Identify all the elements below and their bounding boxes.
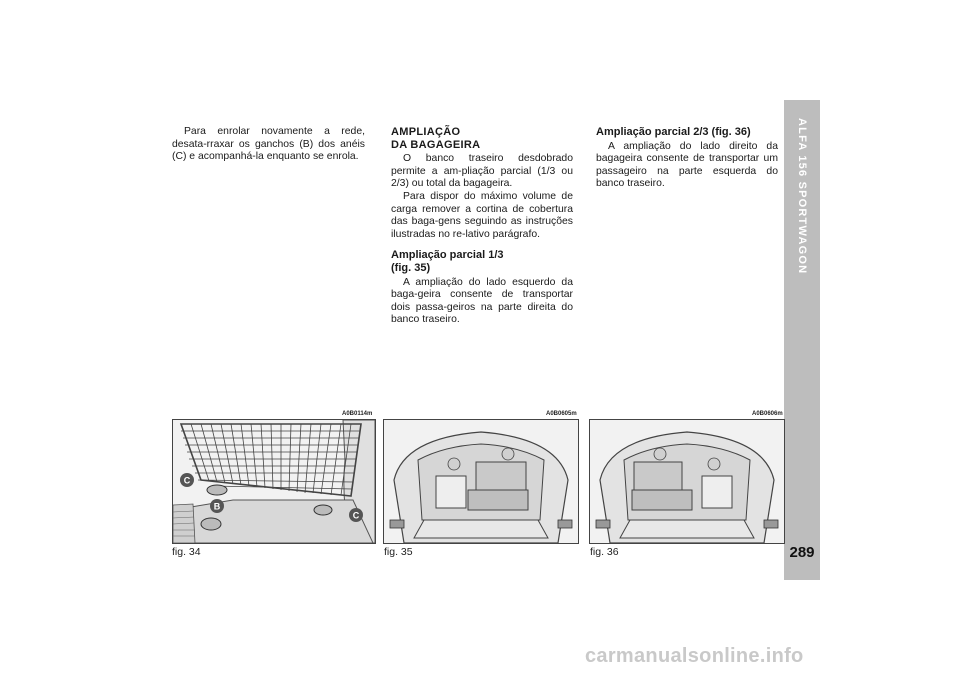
column-3 — [596, 126, 778, 191]
column-1 — [172, 126, 365, 164]
subheading-partial-2-3: Ampliação parcial 2/3 (fig. 36) — [596, 126, 751, 138]
figure-34-illustration — [172, 419, 376, 544]
figure-code: A0B0606m — [752, 411, 783, 417]
figure-36-illustration — [589, 419, 785, 544]
col2-paragraph-3: A ampliação do lado esquerdo da baga-geira consente de transportar dois passa-geiros na parte direita do banco traseiro. — [391, 276, 573, 326]
subheading-partial-1-3 — [391, 249, 573, 274]
label-c-left: C — [183, 475, 191, 486]
figure-35-illustration — [383, 419, 579, 544]
subheading-line1: Ampliação parcial 1/3 — [391, 249, 504, 262]
col2-paragraph-2: Para dispor do máximo volume de carga remover a cortina de cobertura das baga-gens seguindo as instruções ilustradas no re-lativo parágrafo. — [391, 190, 573, 240]
label-c-right: C — [352, 510, 360, 521]
figure-34-caption: fig. 34 — [172, 546, 201, 558]
sidebar-band — [784, 100, 820, 580]
label-b: B — [213, 501, 221, 512]
sidebar-title-text: ALFA 156 SPORTWAGON — [796, 118, 808, 275]
figure-35-caption: fig. 35 — [384, 546, 413, 558]
section-heading — [391, 126, 573, 151]
page-number: 289 — [789, 544, 815, 561]
figure-code: A0B0605m — [546, 411, 577, 417]
subheading-line2: (fig. 35) — [391, 261, 431, 274]
column-2 — [391, 126, 573, 327]
section-heading-line2: DA BAGAGEIRA — [391, 138, 481, 151]
cargo-net-drawing — [173, 420, 375, 543]
col2-paragraph-1: O banco traseiro desdobrado permite a am-pliação parcial (1/3 ou 2/3) ou total da bagageira. — [391, 153, 573, 190]
col3-paragraph: A ampliação do lado direito da bagageira consente de transportar um passageiro na parte esquerda do banco traseiro. — [596, 140, 778, 190]
figure-code: A0B0114m — [342, 411, 373, 417]
section-heading-line1: AMPLIAÇÃO — [391, 126, 461, 138]
col1-paragraph: Para enrolar novamente a rede, desata-rraxar os ganchos (B) dos anéis (C) e acompanhá-la enquanto se enrola. — [172, 126, 365, 163]
watermark: carmanualsonline.info — [585, 645, 804, 667]
figure-36-caption: fig. 36 — [590, 546, 619, 558]
sidebar-title — [784, 100, 820, 360]
trunk-one-third-drawing — [384, 420, 578, 543]
trunk-two-thirds-drawing — [590, 420, 784, 543]
